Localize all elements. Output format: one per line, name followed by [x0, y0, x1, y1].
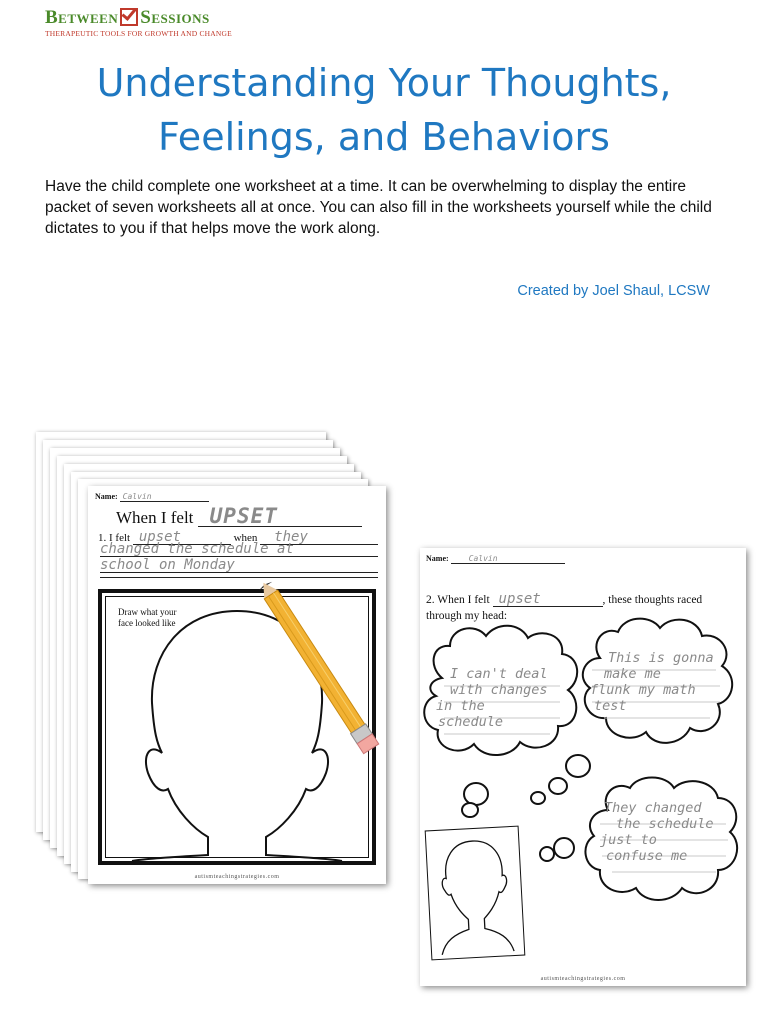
q2-feeling: upset — [493, 593, 603, 607]
title-line-1: Understanding Your Thoughts, — [96, 61, 672, 105]
thought-2-line: make me — [604, 666, 661, 682]
thought-1-line: in the — [436, 698, 485, 714]
logo-brand-right: Sessions — [140, 7, 210, 28]
thought-1-line: with changes — [450, 682, 548, 698]
between-sessions-logo — [45, 8, 232, 38]
intro-paragraph: Have the child complete one worksheet at a time. It can be overwhelming to display the entire packet of seven worksheets all at once. You can also fill in the worksheets yourself while the child dictates to you if that helps move the work along. — [45, 178, 712, 237]
feeling-heading — [116, 506, 362, 528]
face-card — [425, 826, 526, 961]
thought-1 — [436, 666, 566, 730]
page-title — [0, 56, 768, 164]
checkbox-icon — [120, 8, 138, 26]
draw-prompt: Draw what your face looked like — [118, 607, 177, 628]
thought-3-line: the schedule — [616, 816, 714, 832]
worksheet-footer: autismteachingstrategies.com — [194, 874, 280, 880]
q1-when: when — [233, 532, 258, 544]
name-value: Calvin — [120, 492, 209, 502]
name-label: Name: — [426, 554, 449, 563]
q1-feeling: upset — [133, 530, 231, 545]
title-line-2: Feelings, and Behaviors — [158, 115, 610, 159]
thought-2 — [590, 650, 730, 714]
name-row — [95, 492, 209, 502]
logo-tagline: THERAPEUTIC TOOLS FOR GROWTH AND CHANGE — [45, 29, 232, 38]
q2-suffix-b: through my head: — [426, 610, 508, 622]
pencil-icon — [250, 570, 390, 770]
thought-3-line: just to — [600, 832, 657, 848]
q1-prefix: 1. I felt — [98, 532, 131, 544]
heading-label: When I felt — [116, 508, 194, 527]
q1-answer-a: they — [260, 530, 378, 545]
q2-prefix: 2. When I felt — [426, 594, 490, 606]
worksheet-footer: autismteachingstrategies.com — [540, 976, 626, 982]
author-credit: Created by Joel Shaul, LCSW — [517, 283, 710, 299]
thought-1-line: schedule — [438, 714, 504, 730]
thought-3 — [600, 800, 740, 864]
thought-2-line: flunk my math — [590, 682, 696, 698]
q1-answer-c: school on Monday — [100, 558, 378, 573]
name-value: Calvin — [451, 554, 565, 564]
q1-answer-b: changed the schedule at — [100, 542, 378, 557]
logo-wordmark — [45, 8, 232, 28]
heading-answer: UPSET — [198, 506, 362, 527]
thought-2-line: test — [594, 698, 627, 714]
thought-3-line: They changed — [604, 800, 702, 816]
worksheet-2 — [420, 548, 746, 986]
thought-1-line: I can't deal — [450, 666, 548, 682]
thought-2-line: This is gonna — [608, 650, 714, 666]
q2-suffix-a: , these thoughts raced — [602, 594, 703, 606]
blank-face-outline — [426, 827, 525, 960]
name-label: Name: — [95, 492, 118, 501]
thought-3-line: confuse me — [606, 848, 688, 864]
logo-brand-left: Between — [45, 7, 119, 28]
